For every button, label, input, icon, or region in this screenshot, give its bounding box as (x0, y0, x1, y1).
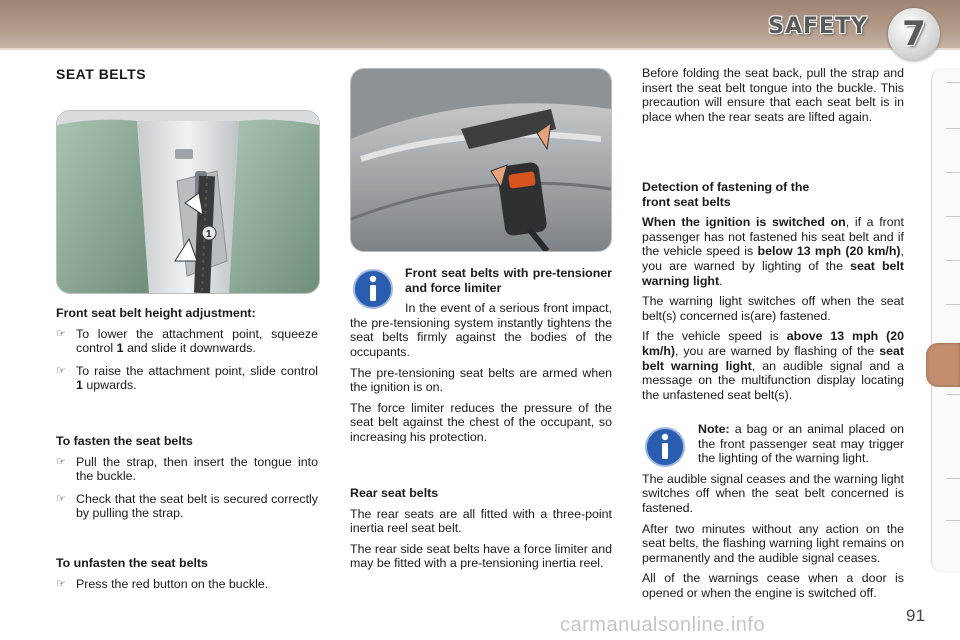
chapter-tabs (931, 68, 960, 573)
control-number: 1 (116, 341, 124, 356)
watermark: carmanualsonline.info (560, 614, 766, 636)
pretension-block (350, 266, 612, 451)
chapter-badge (888, 8, 940, 60)
tab-mark (946, 216, 960, 217)
fold-precaution (642, 66, 904, 130)
tab-mark (946, 520, 960, 521)
detection-text-3 (642, 329, 904, 402)
fold-precaution-text: Before folding the seat back, pull the strap and insert the seat belt tongue into the buckle. This precaution will ensure that each seat belt is in place when the rear seats are lifted again. (642, 66, 904, 124)
detection-block (642, 180, 904, 408)
speed-emphasis: below 13 mph (20 km/h) (757, 244, 901, 259)
pretension-text-3: The force limiter reduces the pressure of the seat belt against the chest of the occupant, so increasing his protection. (350, 400, 612, 444)
list-item (56, 455, 318, 484)
text-run: . (719, 273, 723, 288)
fasten-step-2: Check that the seat belt is secured correctly by pulling the strap. (76, 491, 318, 521)
unfasten-heading: To unfasten the seat belts (56, 556, 208, 570)
text-run: If the vehicle speed is (642, 329, 779, 344)
active-chapter-tab[interactable] (926, 343, 960, 387)
detection-heading: Detection of fastening of the front seat belts (642, 180, 810, 209)
control-number: 1 (76, 378, 83, 393)
section-title: SAFETY (768, 14, 868, 39)
height-adjust-heading: Front seat belt height adjustment: (56, 306, 256, 320)
tab-mark (946, 172, 960, 173)
header-divider (0, 48, 960, 50)
pointing-hand-icon: ☞ (56, 455, 66, 468)
chapter-number: 7 (902, 14, 926, 54)
note-text (698, 422, 904, 466)
list-item (56, 364, 318, 393)
pretension-text-2: The pre-tensioning seat belts are armed when the ignition is on. (350, 365, 612, 395)
detection-text-5: After two minutes without any action on the seat belts, the flashing warning light remains on permanently and the audible signal ceases. (642, 521, 904, 565)
detection-text-4: The audible signal ceases and the warning light switches off when the seat belt concerned is fastened. (642, 471, 904, 515)
rear-text-2: The rear side seat belts have a force limiter and may be fitted with a pre-tensioning inertia reel. (350, 541, 612, 571)
detection-text-6: All of the warnings cease when a door is opened or when the engine is switched off. (642, 571, 904, 600)
tab-mark (946, 128, 960, 129)
lower-text-pre: To lower the attachment point, squeeze control (76, 326, 318, 356)
warning-light-emphasis: seat belt warning light (642, 343, 904, 373)
text-run: , you are warned by flashing of the (675, 343, 875, 358)
tab-mark (946, 82, 960, 83)
fasten-heading: To fasten the seat belts (56, 434, 193, 448)
page-title: SEAT BELTS (56, 66, 147, 82)
pretension-heading: Front seat belts with pre-tensioner and force limiter (405, 266, 612, 295)
raise-text-post: upwards. (86, 378, 137, 393)
tab-mark (946, 304, 960, 305)
pretension-text-1: In the event of a serious front impact, the pre-tensioning system instantly tightens the seat belts firmly against the bodies of the occupants. (350, 301, 612, 359)
height-adjuster-photo (56, 110, 320, 294)
tab-mark (946, 260, 960, 261)
raise-text-pre: To raise the attachment point, slide control (76, 363, 318, 378)
note-label: Note: (698, 422, 730, 436)
buckle-photo (350, 68, 612, 252)
control-1-label: 1 (206, 229, 212, 240)
pointing-hand-icon: ☞ (56, 577, 66, 590)
detection-text-2: The warning light switches off when the seat belt(s) concerned is(are) fastened. (642, 294, 904, 323)
unfasten-section (56, 556, 318, 599)
tab-mark (946, 478, 960, 479)
lower-text-post: and slide it downwards. (127, 341, 256, 356)
ignition-on-emphasis: When the ignition is switched on (642, 215, 846, 230)
tab-mark (946, 394, 960, 395)
text-run: , an audible signal and a message on the multifunction display locating the unfastened seat belt(s). (642, 358, 904, 402)
text-run: , if a front passenger has not fastened his seat belt and if the vehicle speed is (642, 215, 904, 259)
list-item (56, 327, 318, 356)
detection-text-1 (642, 215, 904, 288)
list-item (56, 492, 318, 521)
list-item (56, 577, 318, 592)
fasten-section (56, 434, 318, 529)
page-number: 91 (906, 606, 925, 625)
unfasten-step-1: Press the red button on the buckle. (76, 576, 269, 591)
pointing-hand-icon: ☞ (56, 327, 66, 340)
fasten-step-1: Pull the strap, then insert the tongue into the buckle. (76, 454, 318, 484)
speed-emphasis: above 13 mph (20 km/h) (642, 329, 904, 358)
note-block (642, 422, 904, 607)
text-run: , you are warned by lighting of the (642, 244, 904, 273)
note-body: a bag or an animal placed on the front passenger seat may trigger the lighting of the warning light. (698, 422, 904, 466)
pointing-hand-icon: ☞ (56, 492, 66, 505)
rear-belts-block (350, 486, 612, 577)
pointing-hand-icon: ☞ (56, 364, 66, 377)
warning-light-emphasis: seat belt warning light (642, 258, 904, 288)
rear-text-1: The rear seats are all fitted with a three-point inertia reel seat belt. (350, 506, 612, 536)
rear-heading: Rear seat belts (350, 486, 439, 500)
left-column (56, 306, 318, 401)
